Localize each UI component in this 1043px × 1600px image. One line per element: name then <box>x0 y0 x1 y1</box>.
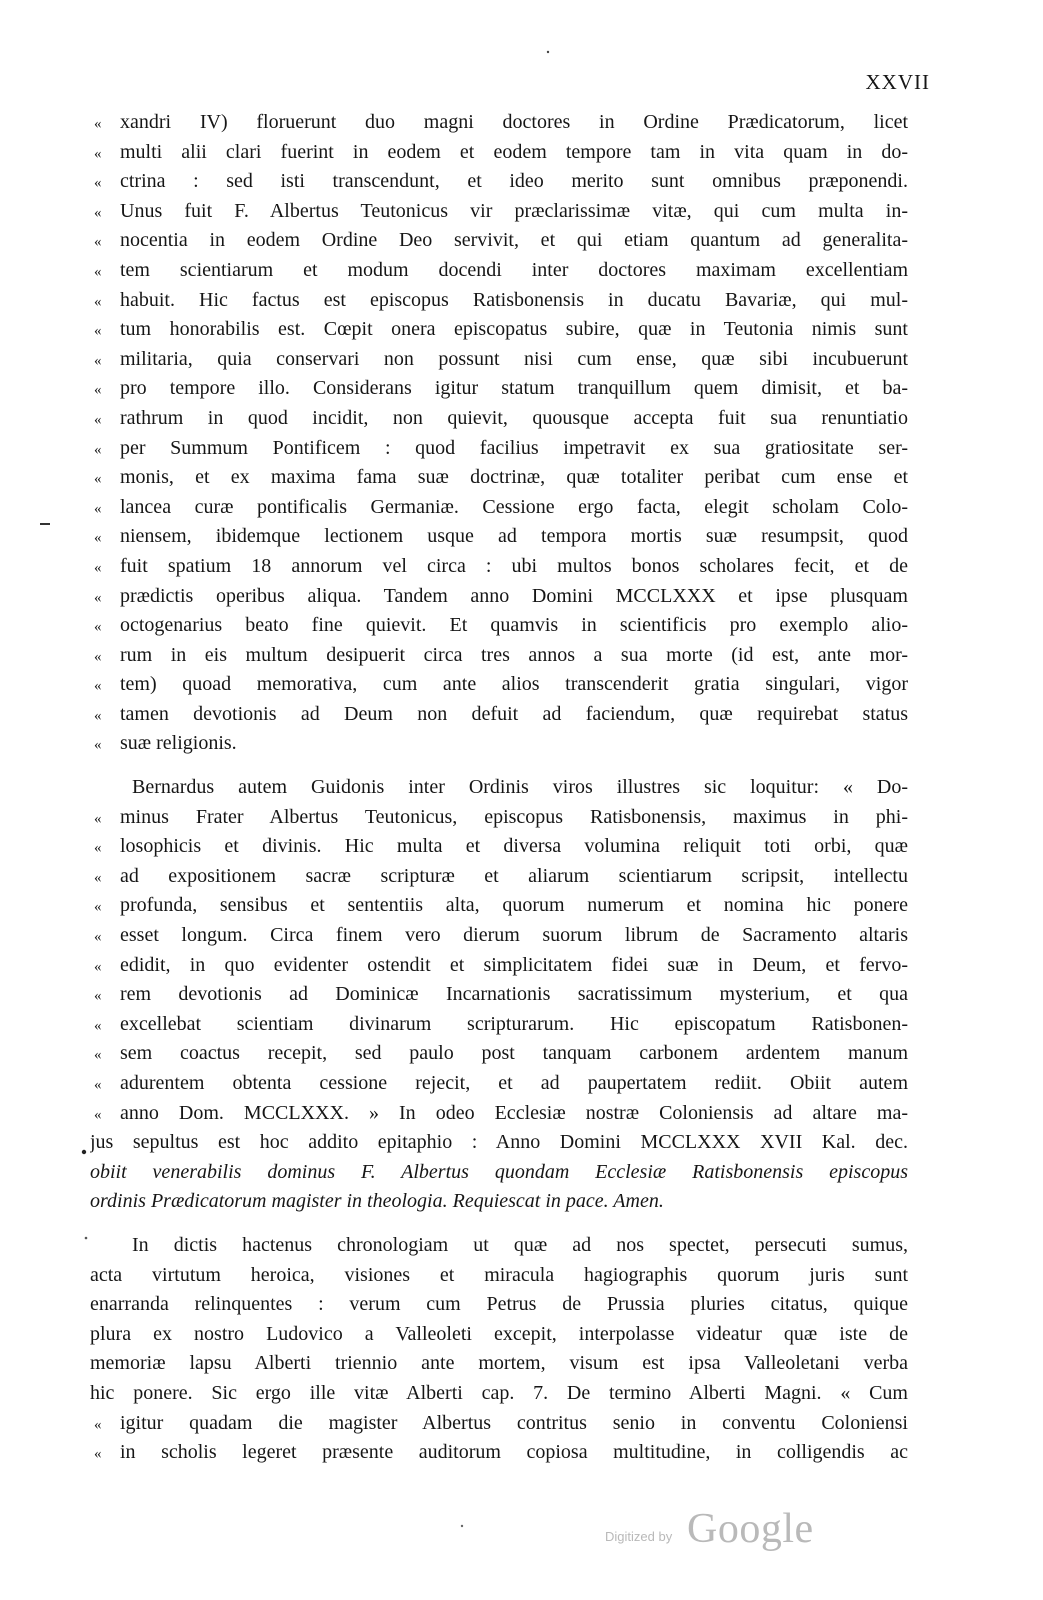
text-line <box>90 951 908 981</box>
quote-mark: « <box>94 323 102 340</box>
quote-mark: « <box>94 234 102 251</box>
paragraph-chronology <box>90 1231 908 1468</box>
quote-mark: « <box>94 500 102 517</box>
line-text: per Summum Pontificem : quod facilius impetravit ex sua gratiositate ser- <box>120 436 908 459</box>
text-line-epitaph <box>90 1158 908 1188</box>
quote-mark: « <box>94 899 102 916</box>
text-line <box>90 345 908 375</box>
quote-mark: « <box>94 411 102 428</box>
text-line <box>90 582 908 612</box>
text-line <box>90 167 908 197</box>
line-text: rathrum in quod incidit, non quievit, quousque accepta fuit sua renuntiatio <box>120 406 908 429</box>
line-text: octogenarius beato fine quievit. Et quamvis in scientificis pro exemplo alio- <box>120 614 908 637</box>
text-line <box>90 463 908 493</box>
line-text: prædictis operibus aliqua. Tandem anno Domini MCCLXXX et ipse plusquam <box>120 584 908 607</box>
line-text: Unus fuit F. Albertus Teutonicus vir præclarissimæ vitæ, qui cum multa in- <box>120 199 908 222</box>
google-logo: Google <box>687 1506 814 1552</box>
quote-mark: « <box>94 293 102 310</box>
quote-mark: « <box>94 471 102 488</box>
line-text: in scholis legeret præsente auditorum copiosa multitudine, in colligendis ac <box>120 1441 908 1464</box>
text-line <box>90 670 908 700</box>
line-text: plura ex nostro Ludovico a Valleoleti excepit, interpolasse videatur quæ iste de <box>90 1322 908 1345</box>
text-line <box>90 286 908 316</box>
quote-mark: « <box>94 869 102 886</box>
line-text: xandri IV) floruerunt duo magni doctores in Ordine Prædicatorum, licet <box>120 111 908 133</box>
quote-mark: « <box>94 1017 102 1034</box>
line-text: niensem, ibidemque lectionem usque ad tempora mortis suæ resumpsit, quod <box>120 525 908 548</box>
text-line <box>90 1099 908 1129</box>
line-text: excellebat scientiam divinarum scripturarum. Hic episcopatum Ratisbonen- <box>120 1012 908 1035</box>
line-text: suæ religionis. <box>120 732 237 755</box>
line-text: hic ponere. Sic ergo ille vitæ Alberti cap. 7. De termino Alberti Magni. « Cum <box>90 1381 908 1404</box>
line-text: losophicis et divinis. Hic multa et diversa volumina reliquit toti orbi, quæ <box>120 835 908 858</box>
text-line <box>90 891 908 921</box>
text-line <box>90 1409 908 1439</box>
line-text: enarranda relinquentes : verum cum Petrus de Prussia pluries citatus, quique <box>90 1293 908 1316</box>
line-text: obiit venerabilis dominus F. Albertus quondam Ecclesiæ Ratisbonensis episcopus <box>90 1160 908 1183</box>
line-text: lancea curæ pontificalis Germaniæ. Cessione ergo facta, elegit scholam Colo- <box>120 495 908 518</box>
text-line <box>90 522 908 552</box>
text-line-epitaph <box>90 1187 908 1217</box>
quote-mark: « <box>94 589 102 606</box>
text-line <box>90 611 908 641</box>
watermark-small-text: Digitized by <box>605 1529 673 1544</box>
text-line <box>90 256 908 286</box>
quote-mark: « <box>94 1047 102 1064</box>
text-line <box>90 1069 908 1099</box>
line-text: tum honorabilis est. Cœpit onera episcopatus subire, quæ in Teutonia nimis sunt <box>120 318 908 341</box>
quote-mark: « <box>94 737 102 754</box>
line-text: rum in eis multum desipuerit circa tres annos a sua morte (id est, ante mor- <box>120 643 908 666</box>
quote-mark: « <box>94 204 102 221</box>
line-text: tem scientiarum et modum docendi inter doctores maximam excellentiam <box>120 258 908 281</box>
text-line <box>90 803 908 833</box>
quote-mark: « <box>94 1446 102 1463</box>
text-line <box>90 980 908 1010</box>
line-text: jus sepultus est hoc addito epitaphio : Anno Domini MCCLXXX XVII Kal. dec. <box>90 1131 908 1154</box>
line-text: monis, et ex maxima fama suæ doctrinæ, quæ totaliter peribat cum ense et <box>120 466 908 489</box>
text-line <box>90 315 908 345</box>
paragraph-chronicle-quote <box>90 108 908 759</box>
line-text: rem devotionis ad Dominicæ Incarnationis sacratissimum mysterium, et qua <box>120 983 908 1006</box>
text-line <box>90 1039 908 1069</box>
text-line <box>90 1128 908 1158</box>
line-text: militaria, quia conservari non possunt nisi cum ense, quæ sibi incubuerunt <box>120 347 908 370</box>
page-number: XXVII <box>865 70 930 94</box>
text-line <box>90 921 908 951</box>
quote-mark: « <box>94 810 102 827</box>
line-text: tem) quoad memorativa, cum ante alios transcenderit gratia singulari, vigor <box>120 673 908 696</box>
line-text: habuit. Hic factus est episcopus Ratisbonensis in ducatu Bavariæ, qui mul- <box>120 288 908 311</box>
text-line <box>90 552 908 582</box>
text-line <box>90 493 908 523</box>
quote-mark: « <box>94 619 102 636</box>
quote-mark: « <box>94 559 102 576</box>
quote-mark: « <box>94 530 102 547</box>
paragraph-bernardus-guidonis <box>90 773 908 1217</box>
line-text: igitur quadam die magister Albertus contritus senio in conventu Coloniensi <box>120 1411 908 1434</box>
quote-mark: « <box>94 958 102 975</box>
line-text: minus Frater Albertus Teutonicus, episcopus Ratisbonensis, maximus in phi- <box>120 805 908 828</box>
text-line <box>90 108 908 138</box>
quote-mark: « <box>94 382 102 399</box>
text-line <box>90 1438 908 1468</box>
quote-mark: « <box>94 1106 102 1123</box>
text-line <box>90 729 908 759</box>
text-line <box>90 226 908 256</box>
quote-mark: « <box>94 988 102 1005</box>
line-text: nocentia in eodem Ordine Deo servivit, et qui etiam quantum ad generalita- <box>120 229 908 252</box>
line-text: acta virtutum heroica, visiones et miracula hagiographis quorum juris sunt <box>90 1263 908 1286</box>
quote-mark: « <box>94 441 102 458</box>
line-text: fuit spatium 18 annorum vel circa : ubi multos bonos scholares fecit, et de <box>120 554 908 577</box>
line-text: adurentem obtenta cessione rejecit, et ad paupertatem rediit. Obiit autem <box>120 1072 908 1094</box>
quote-mark: « <box>94 116 102 132</box>
quote-mark: « <box>94 707 102 724</box>
quote-mark: « <box>94 175 102 192</box>
line-text: memoriæ lapsu Alberti triennio ante mortem, visum est ipsa Valleoletani verba <box>90 1352 908 1375</box>
line-text: ordinis Prædicatorum magister in theologia. Requiescat in pace. Amen. <box>90 1190 664 1213</box>
text-line <box>90 1379 908 1409</box>
line-text: Bernardus autem Guidonis inter Ordinis viros illustres sic loquitur: « Do- <box>132 776 908 799</box>
digitized-by-google-watermark <box>605 1505 825 1555</box>
text-line <box>90 374 908 404</box>
text-line <box>90 1290 908 1320</box>
line-text: multi alii clari fuerint in eodem et eodem tempore tam in vita quam in do- <box>120 140 908 163</box>
line-text: sem coactus recepit, sed paulo post tanquam carbonem ardentem manum <box>120 1042 908 1065</box>
quote-mark: « <box>94 263 102 280</box>
line-text: edidit, in quo evidenter ostendit et simplicitatem fidei suæ in Deum, et fervo- <box>120 953 908 976</box>
text-line <box>90 832 908 862</box>
text-line <box>90 641 908 671</box>
line-text: pro tempore illo. Considerans igitur statum tranquillum quem dimisit, et ba- <box>120 377 908 400</box>
line-text: tamen devotionis ad Deum non defuit ad faciendum, quæ requirebat status <box>120 702 908 725</box>
text-block <box>90 108 908 1468</box>
quote-mark: « <box>94 1077 102 1093</box>
text-line <box>90 773 908 803</box>
quote-mark: « <box>94 352 102 369</box>
text-line <box>90 1231 908 1261</box>
text-line <box>90 434 908 464</box>
line-text: ad expositionem sacræ scripturæ et aliarum scientiarum scripsit, intellectu <box>120 864 908 887</box>
line-text: esset longum. Circa finem vero dierum suorum librum de Sacramento altaris <box>120 924 908 947</box>
quote-mark: « <box>94 678 102 695</box>
text-line <box>90 1010 908 1040</box>
line-text: ctrina : sed isti transcendunt, et ideo merito sunt omnibus præponendi. <box>120 170 908 193</box>
line-text: In dictis hactenus chronologiam ut quæ ad nos spectet, persecuti sumus, <box>132 1233 908 1256</box>
text-line <box>90 197 908 227</box>
line-text: anno Dom. MCCLXXX. » In odeo Ecclesiæ nostræ Coloniensis ad altare ma- <box>120 1101 908 1124</box>
quote-mark: « <box>94 929 102 946</box>
text-line <box>90 1349 908 1379</box>
line-text: profunda, sensibus et sententiis alta, quorum numerum et nomina hic ponere <box>120 894 908 917</box>
text-line <box>90 1261 908 1291</box>
quote-mark: « <box>94 1416 102 1433</box>
text-line <box>90 404 908 434</box>
text-line <box>90 700 908 730</box>
quote-mark: « <box>94 840 102 857</box>
quote-mark: « <box>94 648 102 665</box>
quote-mark: « <box>94 145 102 162</box>
text-line <box>90 1320 908 1350</box>
text-line <box>90 138 908 168</box>
text-line <box>90 862 908 892</box>
